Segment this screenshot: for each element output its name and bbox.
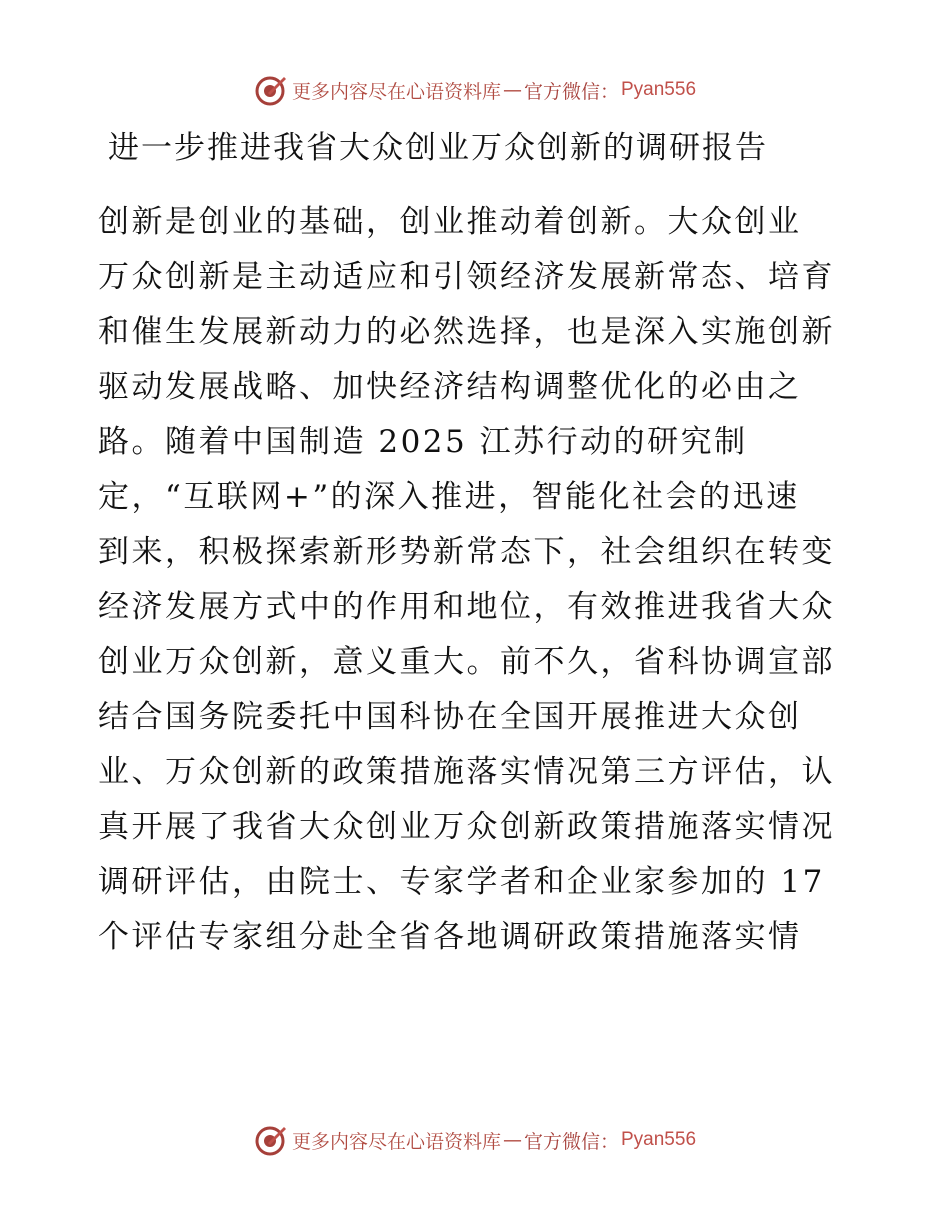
- watermark-wechat-label: 官方微信：: [523, 80, 619, 103]
- document-title: 进一步推进我省大众创业万众创新的调研报告: [108, 130, 768, 166]
- body-line: 业、万众创新的政策措施落实情况第三方评估，认: [98, 754, 835, 790]
- body-line: 创业万众创新，意义重大。前不久，省科协调宣部: [98, 644, 835, 680]
- watermark-site-text: 更多内容尽在心语资料库: [291, 1130, 501, 1153]
- watermark-account: Pyan556: [621, 1129, 697, 1150]
- pen-logo-icon: [254, 1123, 288, 1157]
- body-line: 结合国务院委托中国科协在全国开展推进大众创: [98, 699, 802, 735]
- body-line: 路。随着中国制造 2025 江苏行动的研究制: [98, 424, 748, 460]
- body-line: 到来，积极探索新形势新常态下，社会组织在转变: [98, 534, 835, 570]
- body-line: 定，“互联网+”的深入推进，智能化社会的迅速: [98, 479, 800, 515]
- watermark-dash: —: [502, 79, 522, 101]
- body-line: 调研评估，由院士、专家学者和企业家参加的 17: [98, 864, 825, 900]
- document-body: [98, 195, 858, 965]
- body-line: 经济发展方式中的作用和地位，有效推进我省大众: [98, 589, 835, 625]
- body-line: 驱动发展战略、加快经济结构调整优化的必由之: [98, 369, 802, 405]
- watermark-dash: —: [502, 1129, 522, 1151]
- body-line: 个评估专家组分赴全省各地调研政策措施落实情: [98, 919, 802, 955]
- body-line: 真开展了我省大众创业万众创新政策措施落实情况: [98, 809, 835, 845]
- body-line: 创新是创业的基础，创业推动着创新。大众创业: [98, 204, 802, 240]
- header-watermark: [0, 70, 950, 110]
- footer-watermark: [0, 1120, 950, 1160]
- watermark-site-text: 更多内容尽在心语资料库: [291, 80, 501, 103]
- body-line: 和催生发展新动力的必然选择，也是深入实施创新: [98, 314, 835, 350]
- pen-logo-icon: [254, 73, 288, 107]
- body-line: 万众创新是主动适应和引领经济发展新常态、培育: [98, 259, 835, 295]
- watermark-account: Pyan556: [621, 79, 697, 100]
- watermark-wechat-label: 官方微信：: [523, 1130, 619, 1153]
